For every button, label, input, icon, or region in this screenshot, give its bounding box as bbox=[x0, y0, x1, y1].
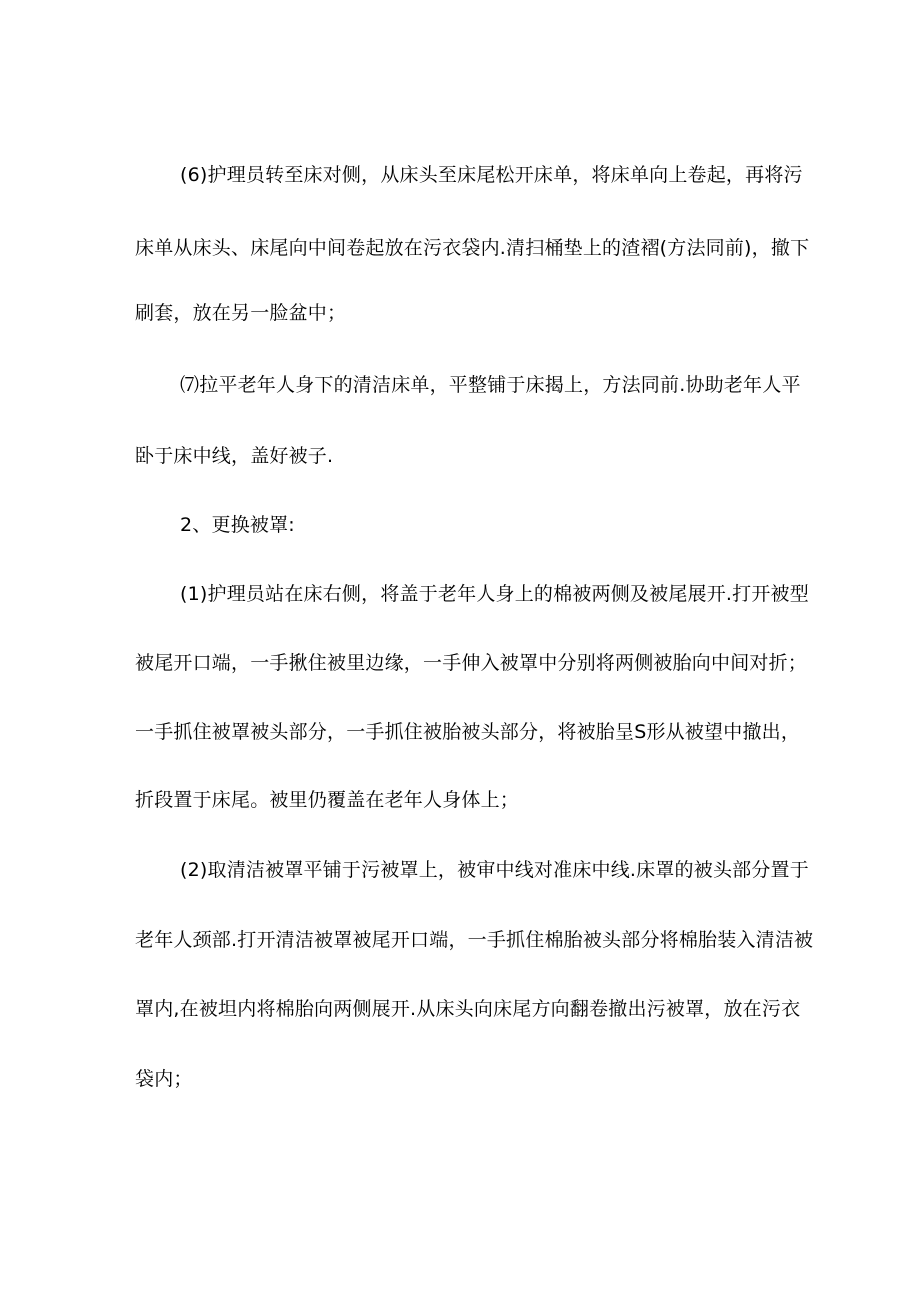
paragraph-6-line-1: (6)护理员转至床对侧，从床头至床尾松开床单，将床单向上卷起，再将污 bbox=[180, 164, 803, 186]
paragraph-7-line-2: 卧于床中线，盖好被子. bbox=[135, 445, 334, 467]
paragraph-1-line-2: 被尾开口端，一手揪住被里边缘，一手伸入被罩中分别将两侧被胎向中间对折； bbox=[135, 652, 808, 674]
paragraph-2-line-1: (2)取清洁被罩平铺于污被罩上，被审中线对准床中线.床罩的被头部分置于 bbox=[180, 859, 809, 881]
paragraph-7-line-1: ⑺拉平老年人身下的清洁床单，平整铺于床揭上，方法同前.协助老年人平 bbox=[180, 374, 801, 396]
paragraph-6-line-2: 床单从床头、床尾向中间卷起放在污衣袋内.清扫桶垫上的渣褶(方法同前)，撤下 bbox=[135, 237, 810, 259]
paragraph-2-line-2: 老年人颈部.打开清洁被罩被尾开口端，一手抓住棉胎被头部分将棉胎装入清洁被 bbox=[135, 929, 814, 951]
paragraph-2-line-3: 罩内,在被坦内将棉胎向两侧展开.从床头向床尾方向翻卷撤出污被罩，放在污衣 bbox=[135, 998, 801, 1020]
paragraph-6-line-3: 刷套，放在另一脸盆中； bbox=[135, 302, 347, 324]
paragraph-1-line-4: 折段置于床尾。被里仍覆盖在老年人身体上； bbox=[135, 789, 520, 811]
section-heading: 2、更换被罩: bbox=[180, 514, 295, 536]
paragraph-2-line-4: 袋内； bbox=[135, 1068, 193, 1090]
paragraph-1-line-3: 一手抓住被罩被头部分，一手抓住被胎被头部分，将被胎呈S形从被望中撤出， bbox=[135, 721, 801, 743]
paragraph-1-line-1: (1)护理员站在床右侧，将盖于老年人身上的棉被两侧及被尾展开.打开被型 bbox=[180, 583, 809, 605]
